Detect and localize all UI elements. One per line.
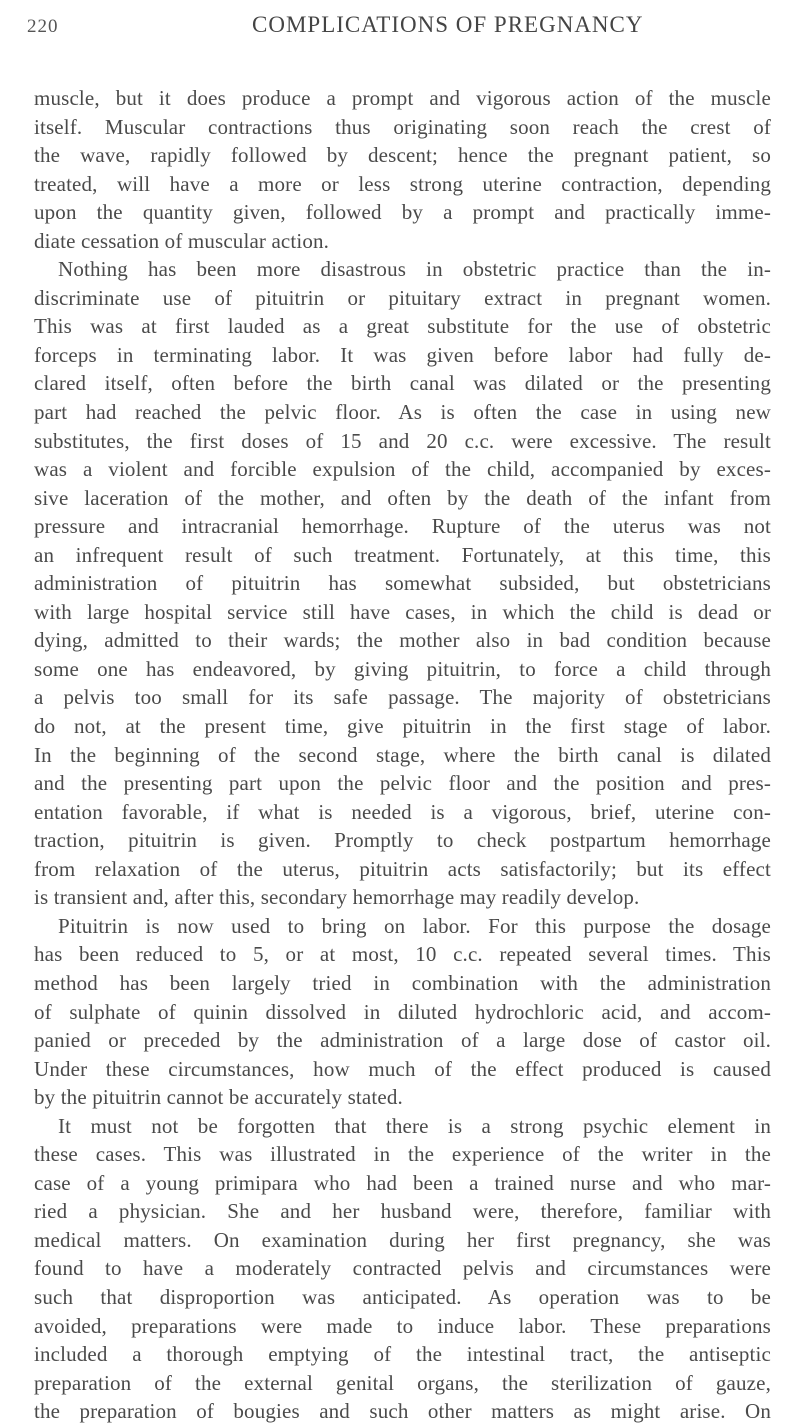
text-line: muscle, but it does produce a prompt and vigorous action of the muscle	[34, 86, 771, 110]
text-line: administration of pituitrin has somewhat subsided, but obstetricians	[34, 571, 771, 596]
text-line: a pelvis too small for its safe passage. The majority of obstetricians	[34, 685, 771, 710]
text-line: is transient and, after this, secondary hemorrhage may readily develop.	[34, 885, 640, 910]
text-line: sive laceration of the mother, and often by the death of the infant from	[34, 485, 771, 510]
text-line: of sulphate of quinin dissolved in diluted hydrochloric acid, and accom-	[34, 999, 771, 1024]
text-line: medical matters. On examination during her first pregnancy, she was	[34, 1227, 771, 1252]
text-line: part had reached the pelvic floor. As is often the case in using new	[34, 400, 771, 425]
text-line: has been reduced to 5, or at most, 10 c.c. repeated several times. This	[34, 942, 771, 967]
text-line: pressure and intracranial hemorrhage. Rupture of the uterus was not	[34, 514, 771, 539]
text-line: by the pituitrin cannot be accurately stated.	[34, 1085, 403, 1110]
text-line: traction, pituitrin is given. Promptly to check postpartum hemorrhage	[34, 828, 771, 853]
text-line: Nothing has been more disastrous in obstetric practice than the in-	[58, 257, 771, 282]
text-line: ried a physician. She and her husband were, therefore, familiar with	[34, 1199, 771, 1224]
page-number: 220	[27, 16, 59, 37]
text-line: these cases. This was illustrated in the experience of the writer in the	[34, 1142, 771, 1167]
text-line: method has been largely tried in combination with the administration	[34, 970, 771, 995]
text-line: substitutes, the first doses of 15 and 20 c.c. were excessive. The result	[34, 428, 771, 453]
text-line: In the beginning of the second stage, where the birth canal is dilated	[34, 742, 771, 767]
text-line: was a violent and forcible expulsion of the child, accompanied by exces-	[34, 457, 771, 482]
running-head: COMPLICATIONS OF PREGNANCY	[252, 12, 644, 37]
text-line: found to have a moderately contracted pelvis and circumstances were	[34, 1256, 771, 1281]
text-line: It must not be forgotten that there is a strong psychic element in	[58, 1113, 771, 1138]
text-line: Pituitrin is now used to bring on labor. For this purpose the dosage	[58, 913, 771, 938]
text-line: an infrequent result of such treatment. Fortunately, at this time, this	[34, 542, 771, 567]
text-line: treated, will have a more or less strong uterine contraction, depending	[34, 171, 771, 196]
text-line: panied or preceded by the administration of a large dose of castor oil.	[34, 1028, 771, 1053]
text-line: avoided, preparations were made to induce labor. These preparations	[34, 1313, 771, 1338]
page-header	[27, 12, 767, 52]
text-line: do not, at the present time, give pituitrin in the first stage of labor.	[34, 714, 771, 739]
text-line: entation favorable, if what is needed is a vigorous, brief, uterine con-	[34, 799, 771, 824]
text-line: Under these circumstances, how much of the effect produced is caused	[34, 1056, 771, 1081]
text-line: diate cessation of muscular action.	[34, 228, 330, 253]
text-line: preparation of the external genital organs, the sterilization of gauze,	[34, 1370, 771, 1395]
text-line: upon the quantity given, followed by a prompt and practically imme-	[34, 200, 771, 225]
text-line: This was at first lauded as a great substitute for the use of obstetric	[34, 314, 771, 339]
text-line: included a thorough emptying of the intestinal tract, the antiseptic	[34, 1342, 771, 1367]
text-line: some one has endeavored, by giving pituitrin, to force a child through	[34, 656, 771, 681]
text-line: dying, admitted to their wards; the mother also in bad condition because	[34, 628, 771, 653]
text-line: clared itself, often before the birth canal was dilated or the presenting	[34, 371, 771, 396]
text-line: with large hospital service still have cases, in which the child is dead or	[34, 599, 771, 624]
text-line: case of a young primipara who had been a trained nurse and who mar-	[34, 1170, 771, 1195]
text-line: forceps in terminating labor. It was given before labor had fully de-	[34, 342, 771, 367]
text-line: from relaxation of the uterus, pituitrin acts satisfactorily; but its effect	[34, 856, 771, 881]
text-line: itself. Muscular contractions thus originating soon reach the crest of	[34, 114, 771, 139]
text-line: and the presenting part upon the pelvic floor and the position and pres-	[34, 771, 771, 796]
text-line: the wave, rapidly followed by descent; hence the pregnant patient, so	[34, 143, 771, 168]
text-line: discriminate use of pituitrin or pituitary extract in pregnant women.	[34, 285, 771, 310]
text-line: such that disproportion was anticipated. As operation was to be	[34, 1284, 771, 1309]
body-text	[34, 84, 771, 1426]
text-line: the preparation of bougies and such other matters as might arise. On	[34, 1399, 771, 1424]
